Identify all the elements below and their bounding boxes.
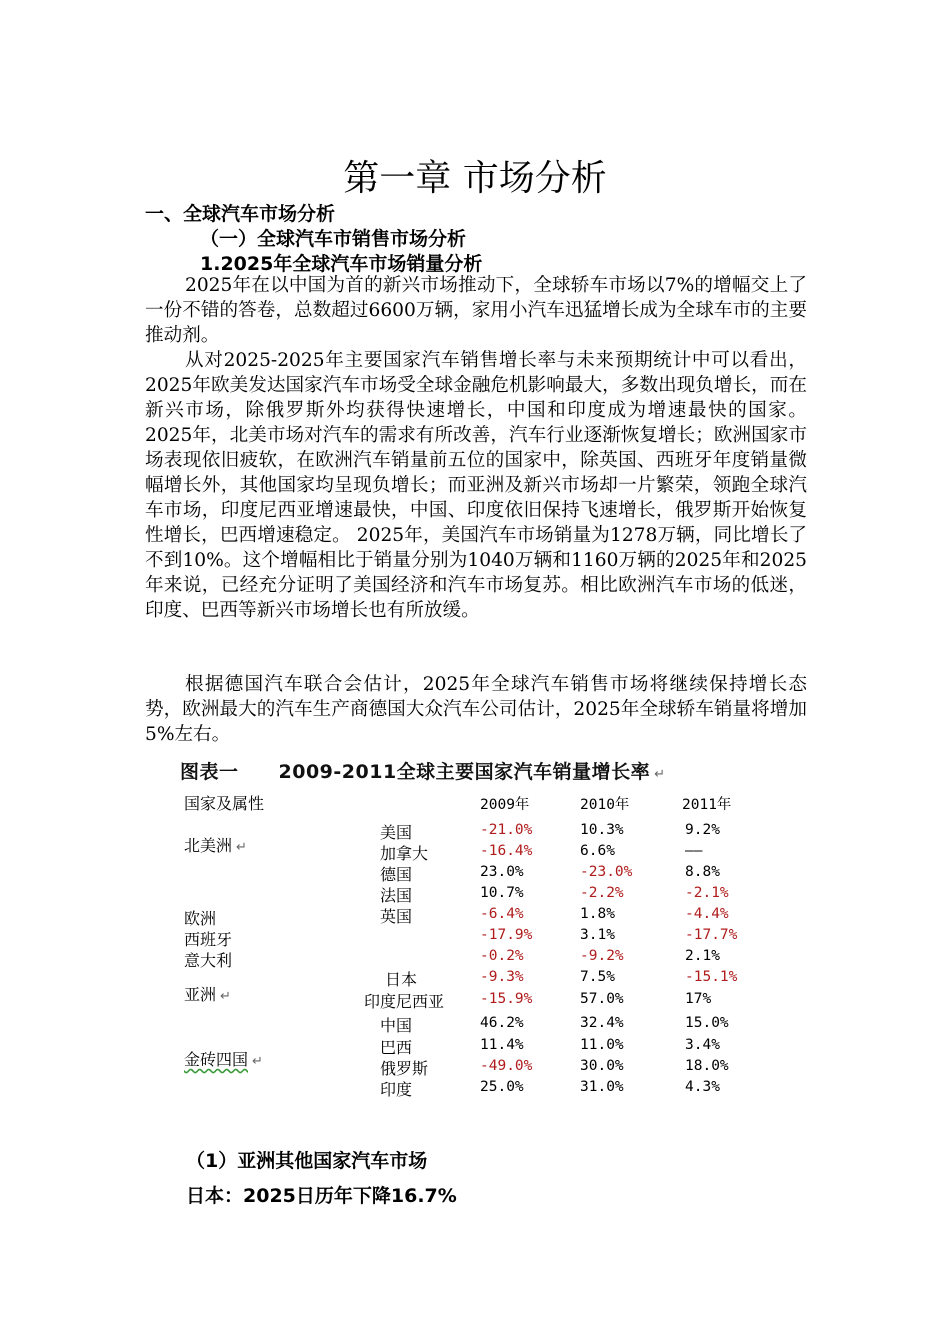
value-2009: -21.0% (480, 822, 533, 838)
paragraph-growth-analysis: 从对2025-2025年主要国家汽车销售增长率与未来预期统计中可以看出，2025年欧美发达国家汽车市场受全球金融危机影响最大，多数出现负增长，而在新兴市场，除俄罗斯外均获得快速增长，中国和印度成为增速最快的国家。 2025年，北美市场对汽车的需求有所改善，汽车行业逐渐恢复增长；欧洲国家市场表现依旧疲软，在欧洲汽车销量前五位的国家中，除英国、西班牙年度销量微幅增长外，其他国家均呈现负增长；而亚洲及新兴市场却一片繁荣，领跑全球汽车市场，印度尼西亚增速最快，中国、印度依旧保持飞速增长，俄罗斯开始恢复性增长，巴西增速稳定。 2025年，美国汽车市场销量为1278万辆，同比增长了不到10%。这个增幅相比于销量分别为1040万辆和1160万辆的2025年和2025年来说，已经充分证明了美国经济和汽车市场复苏。相比欧洲汽车市场的低迷，印度、巴西等新兴市场增长也有所放缓。 (145, 350, 807, 621)
figure-title-text: 2009-2011全球主要国家汽车销量增长率 (278, 761, 651, 783)
paragraph-global-sales: 2025年在以中国为首的新兴市场推动下，全球轿车市场以7%的增幅交上了一份不错的答卷，总数超过6600万辆，家用小汽车迅猛增长成为全球车市的主要推动剂。 (145, 275, 807, 346)
value-2009: -0.2% (480, 948, 524, 964)
value-2009: -49.0% (480, 1058, 533, 1074)
table-row-country: 印度尼西亚 (364, 992, 445, 1011)
header-country: 国家及属性 (184, 794, 265, 813)
value-2011: 17% (685, 991, 712, 1007)
figure-title (180, 757, 666, 784)
value-2011: -15.1% (685, 969, 738, 985)
value-2009: 46.2% (480, 1015, 524, 1031)
value-2010: 31.0% (580, 1079, 624, 1095)
subheading-asia-other: （1）亚洲其他国家汽车市场 (186, 1150, 428, 1172)
table-row-country: 英国 (380, 907, 413, 926)
value-2011: 18.0% (685, 1058, 729, 1074)
header-2011: 2011年 (682, 797, 732, 813)
value-2010: 57.0% (580, 991, 624, 1007)
group-spain: 西班牙 (184, 930, 233, 949)
value-2009: 10.7% (480, 885, 524, 901)
value-2010: -23.0% (580, 864, 633, 880)
paragraph-forecast: 根据德国汽车联合会估计，2025年全球汽车销售市场将继续保持增长态势，欧洲最大的汽车生产商德国大众汽车公司估计，2025年全球轿车销量将增加5%左右。 (145, 674, 807, 745)
value-2011: -4.4% (685, 906, 729, 922)
value-2011: 4.3% (685, 1079, 720, 1095)
value-2010: 30.0% (580, 1058, 624, 1074)
value-2009: -9.3% (480, 969, 524, 985)
figure-label: 图表一 (180, 761, 239, 783)
header-2010: 2010年 (580, 797, 630, 813)
table-row-country: 中国 (380, 1016, 413, 1035)
group-north-america: 北美洲 ↵ (184, 836, 247, 855)
value-2009: -15.9% (480, 991, 533, 1007)
table-row-country: 俄罗斯 (380, 1059, 429, 1078)
subsection-heading: （一）全球汽车市销售市场分析 (200, 228, 467, 250)
value-2010: 7.5% (580, 969, 615, 985)
table-row-country: 日本 (385, 970, 418, 989)
value-2011: 3.4% (685, 1037, 720, 1053)
table-row-country: 德国 (380, 865, 413, 884)
value-2009: -16.4% (480, 843, 533, 859)
value-2011: —— (685, 843, 703, 859)
value-2010: 10.3% (580, 822, 624, 838)
value-2010: 11.0% (580, 1037, 624, 1053)
header-2009: 2009年 (480, 797, 530, 813)
group-italy: 意大利 (184, 951, 233, 970)
subsubsection-heading: 1.2025年全球汽车市场销量分析 (200, 253, 483, 275)
value-2011: -2.1% (685, 885, 729, 901)
table-row-country: 美国 (380, 823, 413, 842)
table-row-country: 印度 (380, 1080, 413, 1099)
value-2009: 25.0% (480, 1079, 524, 1095)
table-row-country: 法国 (380, 886, 413, 905)
paragraph-mark-icon: ↵ (654, 767, 666, 782)
value-2011: -17.7% (685, 927, 738, 943)
value-2010: -2.2% (580, 885, 624, 901)
growth-rate-table-figure (180, 757, 780, 1107)
value-2009: -6.4% (480, 906, 524, 922)
value-2010: 32.4% (580, 1015, 624, 1031)
value-2010: 6.6% (580, 843, 615, 859)
subheading-japan: 日本：2025日历年下降16.7% (186, 1185, 457, 1207)
value-2010: 1.8% (580, 906, 615, 922)
section-heading: 一、全球汽车市场分析 (145, 203, 336, 225)
value-2009: -17.9% (480, 927, 533, 943)
value-2011: 2.1% (685, 948, 720, 964)
value-2009: 11.4% (480, 1037, 524, 1053)
table-row-country: 加拿大 (380, 844, 429, 863)
value-2009: 23.0% (480, 864, 524, 880)
group-europe: 欧洲 (184, 909, 217, 928)
group-asia: 亚洲 ↵ (184, 985, 231, 1004)
value-2011: 8.8% (685, 864, 720, 880)
value-2010: 3.1% (580, 927, 615, 943)
table-row-country: 巴西 (380, 1038, 413, 1057)
value-2010: -9.2% (580, 948, 624, 964)
chapter-title: 第一章 市场分析 (343, 158, 607, 199)
value-2011: 15.0% (685, 1015, 729, 1031)
value-2011: 9.2% (685, 822, 720, 838)
group-bric: 金砖四国 ↵ (184, 1050, 263, 1069)
